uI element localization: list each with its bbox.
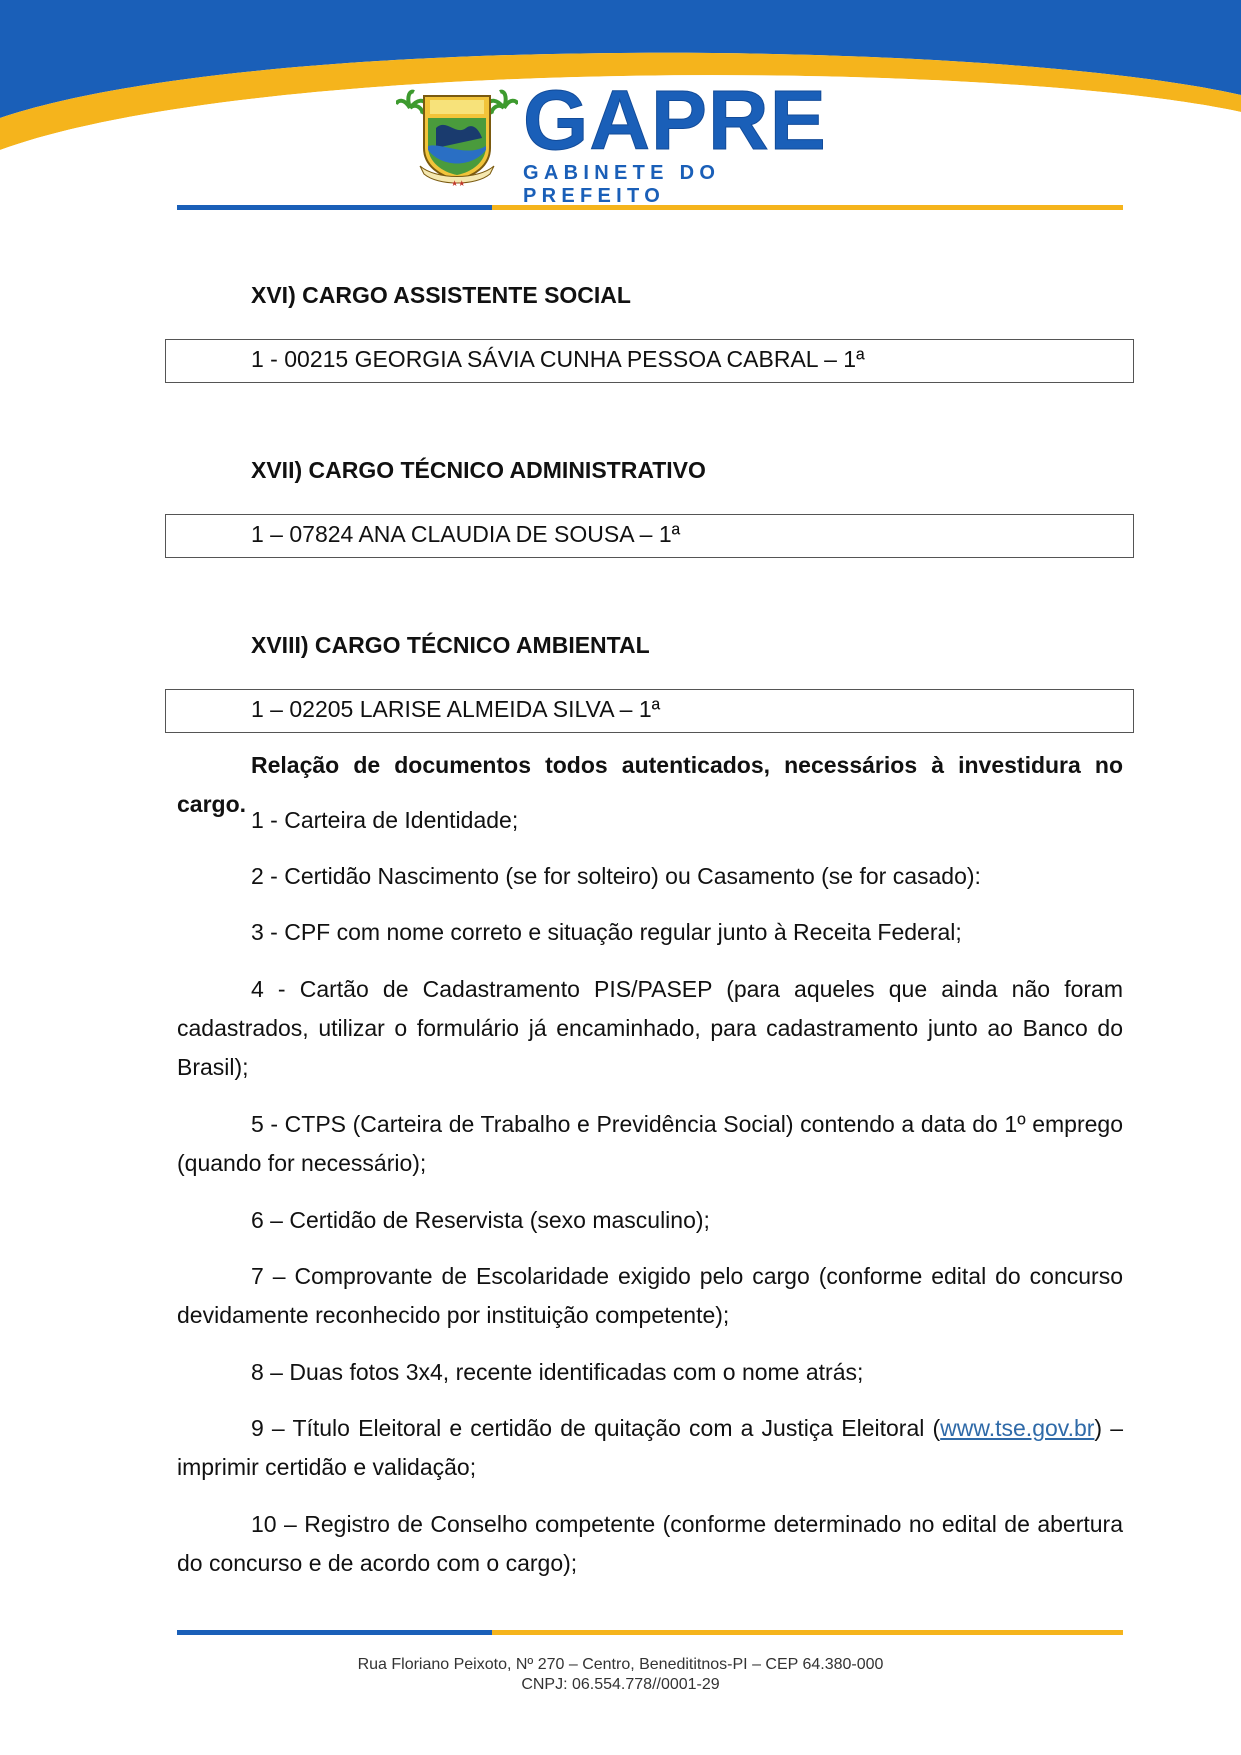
logo-subtitle: GABINETE DO PREFEITO (523, 162, 721, 207)
candidate-box (165, 339, 1134, 383)
document-item: 6 – Certidão de Reservista (sexo masculino); (251, 1207, 710, 1233)
candidate-entry: 1 – 02205 LARISE ALMEIDA SILVA – 1ª (251, 696, 661, 722)
candidate-box (165, 689, 1134, 733)
document-item: 7 – Comprovante de Escolaridade exigido pelo cargo (conforme edital do concurso devidamente reconhecido por instituição competente); (177, 1263, 1123, 1328)
section-heading-tecnico-ambiental: XVIII) CARGO TÉCNICO AMBIENTAL (251, 632, 650, 658)
footer-cnpj: CNPJ: 06.554.778//0001-29 (521, 1676, 720, 1693)
section-heading-assistente-social: XVI) CARGO ASSISTENTE SOCIAL (251, 282, 631, 308)
document-item: 8 – Duas fotos 3x4, recente identificadas com o nome atrás; (251, 1359, 864, 1385)
document-item: 1 - Carteira de Identidade; (251, 807, 519, 833)
document-item: 5 - CTPS (Carteira de Trabalho e Previdência Social) contendo a data do 1º emprego (quando for necessário); (177, 1111, 1123, 1176)
document-item: 3 - CPF com nome correto e situação regular junto à Receita Federal; (251, 919, 962, 945)
document-item: 4 - Cartão de Cadastramento PIS/PASEP (para aqueles que ainda não foram cadastrados, utilizar o formulário já encaminhado, para cadastramento junto ao Banco do Brasil); (177, 976, 1123, 1080)
tse-link[interactable]: www.tse.gov.br (940, 1415, 1095, 1441)
section-heading-tecnico-administrativo: XVII) CARGO TÉCNICO ADMINISTRATIVO (251, 457, 706, 483)
footer-divider (177, 1630, 1123, 1635)
documents-title: Relação de documentos todos autenticados, necessários à investidura no cargo. (177, 752, 1123, 817)
candidate-entry: 1 - 00215 GEORGIA SÁVIA CUNHA PESSOA CABRAL – 1ª (251, 346, 865, 372)
candidate-entry: 1 – 07824 ANA CLAUDIA DE SOUSA – 1ª (251, 521, 681, 547)
document-item-tse: 9 – Título Eleitoral e certidão de quitação com a Justiça Eleitoral (www.tse.gov.br) – imprimir certidão e validação; (177, 1415, 1124, 1480)
logo-title: GAPRE (523, 73, 827, 167)
logo (523, 73, 853, 208)
candidate-box (165, 514, 1134, 558)
document-item: 2 - Certidão Nascimento (se for solteiro) ou Casamento (se for casado): (251, 863, 981, 889)
svg-text:★★: ★★ (451, 179, 466, 188)
coat-of-arms-emblem (396, 88, 518, 188)
footer-address: Rua Floriano Peixoto, Nº 270 – Centro, Benedititnos-PI – CEP 64.380-000 (357, 1656, 884, 1673)
document-item: 10 – Registro de Conselho competente (conforme determinado no edital de abertura do concurso e de acordo com o cargo); (177, 1511, 1123, 1576)
